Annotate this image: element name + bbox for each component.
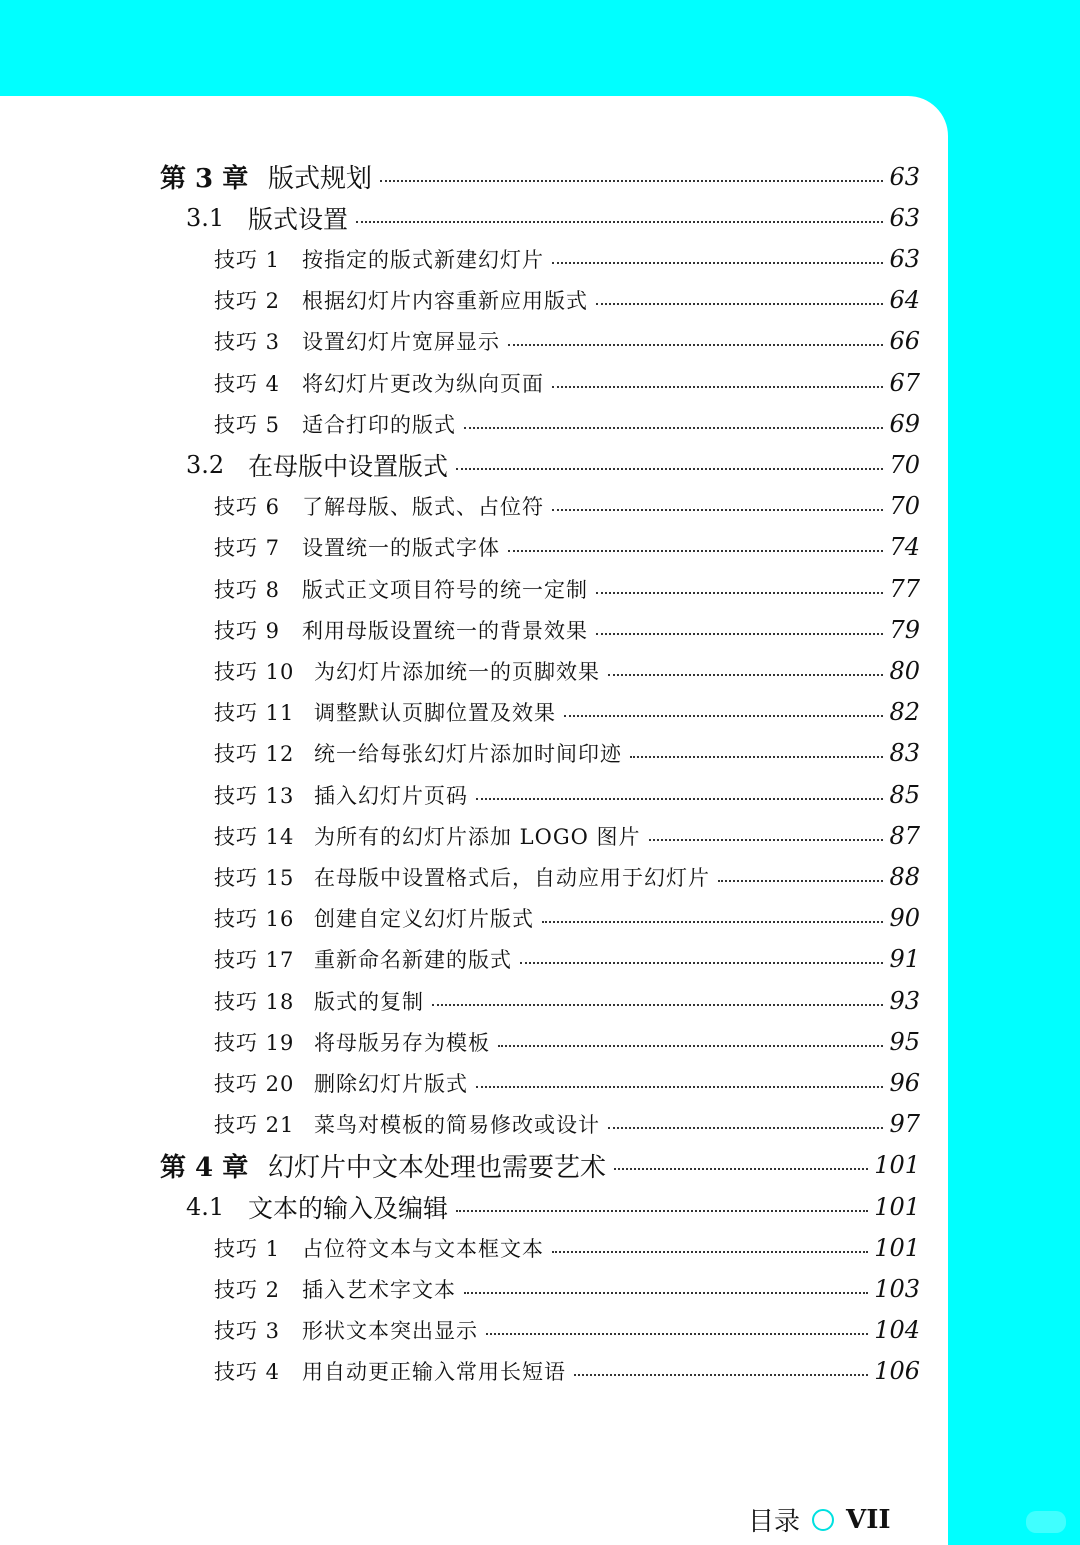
chapter-title: 版式规划 (268, 164, 373, 194)
tip-entry (214, 568, 920, 609)
tip-entry (214, 650, 920, 691)
dot-leader (718, 880, 883, 882)
dot-leader (456, 468, 883, 470)
page-number: 103 (874, 1274, 920, 1303)
dot-leader (508, 550, 883, 552)
footer-label: 目录 (748, 1507, 801, 1537)
tip-entry (214, 1310, 920, 1351)
tip-entry (214, 692, 920, 733)
page-number: 93 (889, 986, 920, 1015)
footer-page-number: VII (846, 1504, 891, 1535)
section-title: 在母版中设置版式 (248, 451, 449, 481)
section-entry (186, 444, 920, 485)
tip-number: 技巧 13 (214, 783, 295, 808)
section-number: 3.1 (186, 203, 225, 232)
tip-entry (214, 898, 920, 939)
tip-title: 适合打印的版式 (302, 412, 456, 437)
tip-number: 技巧 9 (214, 618, 281, 643)
tip-number: 技巧 4 (214, 371, 281, 396)
chapter-entry (160, 156, 920, 197)
tip-entry (214, 362, 920, 403)
tip-number: 技巧 1 (214, 247, 281, 272)
tip-number: 技巧 2 (214, 289, 281, 314)
page-number: 88 (889, 862, 920, 891)
watermark-badge (1026, 1511, 1066, 1533)
page-footer (748, 1501, 891, 1538)
page-number: 70 (889, 492, 920, 521)
tip-number: 技巧 10 (214, 659, 295, 684)
page-number: 91 (889, 945, 920, 974)
tip-number: 技巧 2 (214, 1277, 281, 1302)
tip-number: 技巧 5 (214, 412, 281, 437)
tip-number: 技巧 15 (214, 865, 295, 890)
tip-number: 技巧 4 (214, 1360, 281, 1385)
dot-leader (614, 1168, 868, 1170)
tip-number: 技巧 6 (214, 495, 281, 520)
page-number: 90 (889, 904, 920, 933)
tip-number: 技巧 7 (214, 536, 281, 561)
tip-entry (214, 321, 920, 362)
tip-number: 技巧 19 (214, 1030, 295, 1055)
tip-title: 删除幻灯片版式 (314, 1071, 468, 1096)
dot-leader (498, 1045, 883, 1047)
tip-title: 调整默认页脚位置及效果 (314, 701, 556, 726)
dot-leader (464, 1292, 868, 1294)
circle-icon (812, 1509, 834, 1531)
tip-entry (214, 280, 920, 321)
tip-title: 利用母版设置统一的背景效果 (302, 618, 588, 643)
tip-entry (214, 774, 920, 815)
tip-number: 技巧 1 (214, 1236, 281, 1261)
dot-leader (356, 221, 883, 223)
page-number: 101 (874, 1192, 920, 1221)
chapter-number: 第 4 章 (160, 1152, 249, 1183)
page-number: 70 (889, 450, 920, 479)
tip-number: 技巧 18 (214, 989, 295, 1014)
page-number: 67 (889, 368, 920, 397)
tip-title: 将母版另存为模板 (314, 1030, 490, 1055)
page-number: 83 (889, 739, 920, 768)
dot-leader (552, 386, 883, 388)
page-number: 85 (889, 780, 920, 809)
chapter-number: 第 3 章 (160, 164, 249, 194)
tip-entry (214, 980, 920, 1021)
tip-number: 技巧 12 (214, 742, 295, 767)
tip-title: 占位符文本与文本框文本 (302, 1236, 544, 1261)
page-number: 104 (874, 1316, 920, 1345)
dot-leader (596, 303, 883, 305)
tip-entry (214, 609, 920, 650)
dot-leader (596, 633, 883, 635)
tip-title: 根据幻灯片内容重新应用版式 (302, 289, 588, 314)
dot-leader (432, 1004, 883, 1006)
page-number: 82 (889, 698, 920, 727)
tip-number: 技巧 20 (214, 1071, 295, 1096)
page-number: 74 (889, 533, 920, 562)
tip-entry (214, 1021, 920, 1062)
dot-leader (476, 1086, 883, 1088)
page-number: 63 (889, 162, 920, 191)
tip-title: 版式的复制 (314, 989, 424, 1014)
tip-entry (214, 238, 920, 279)
dot-leader (608, 674, 883, 676)
page-number: 106 (874, 1357, 920, 1386)
tip-number: 技巧 21 (214, 1113, 295, 1138)
tip-number: 技巧 11 (214, 701, 295, 726)
page-number: 80 (889, 656, 920, 685)
page-number: 66 (889, 327, 920, 356)
tip-entry (214, 486, 920, 527)
tip-entry (214, 939, 920, 980)
tip-number: 技巧 17 (214, 948, 295, 973)
tip-title: 重新命名新建的版式 (314, 948, 512, 973)
page-number: 101 (874, 1151, 920, 1180)
tip-number: 技巧 3 (214, 1319, 281, 1344)
page-number: 96 (889, 1068, 920, 1097)
tip-title: 插入幻灯片页码 (314, 783, 468, 808)
tip-title: 将幻灯片更改为纵向页面 (302, 371, 544, 396)
tip-title: 统一给每张幻灯片添加时间印迹 (314, 742, 622, 767)
chapter-entry (160, 1145, 920, 1186)
page-number: 69 (889, 409, 920, 438)
tip-title: 了解母版、版式、占位符 (302, 495, 544, 520)
dot-leader (552, 262, 883, 264)
dot-leader (456, 1210, 868, 1212)
tip-title: 在母版中设置格式后，自动应用于幻灯片 (314, 865, 710, 890)
dot-leader (608, 1127, 883, 1129)
tip-title: 插入艺术字文本 (302, 1277, 456, 1302)
tip-title: 为所有的幻灯片添加 LOGO 图片 (314, 824, 641, 849)
page-number: 63 (889, 203, 920, 232)
tip-entry (214, 1268, 920, 1309)
chapter-title: 幻灯片中文本处理也需要艺术 (268, 1152, 607, 1183)
page-number: 79 (889, 615, 920, 644)
dot-leader (630, 756, 883, 758)
page-number: 64 (889, 286, 920, 315)
tip-entry (214, 856, 920, 897)
dot-leader (649, 839, 884, 841)
tip-entry (214, 733, 920, 774)
dot-leader (596, 592, 883, 594)
page-number: 63 (889, 244, 920, 273)
dot-leader (508, 344, 883, 346)
tip-entry (214, 815, 920, 856)
tip-title: 形状文本突出显示 (302, 1319, 478, 1344)
dot-leader (464, 427, 883, 429)
section-entry (186, 197, 920, 238)
section-number: 3.2 (186, 450, 225, 479)
tip-number: 技巧 14 (214, 824, 295, 849)
tip-number: 技巧 16 (214, 907, 295, 932)
tip-title: 版式正文项目符号的统一定制 (302, 577, 588, 602)
page-number: 101 (874, 1233, 920, 1262)
page-number: 77 (889, 574, 920, 603)
tip-entry (214, 1062, 920, 1103)
tip-title: 为幻灯片添加统一的页脚效果 (314, 659, 600, 684)
page-number: 95 (889, 1027, 920, 1056)
dot-leader (552, 509, 883, 511)
tip-number: 技巧 8 (214, 577, 281, 602)
dot-leader (486, 1333, 868, 1335)
tip-number: 技巧 3 (214, 330, 281, 355)
tip-title: 菜鸟对模板的简易修改或设计 (314, 1113, 600, 1138)
tip-title: 创建自定义幻灯片版式 (314, 907, 534, 932)
section-title: 版式设置 (248, 204, 349, 234)
tip-entry (214, 1227, 920, 1268)
tip-entry (214, 1104, 920, 1145)
tip-title: 按指定的版式新建幻灯片 (302, 247, 544, 272)
page-number: 97 (889, 1110, 920, 1139)
dot-leader (574, 1374, 868, 1376)
page-number: 87 (889, 821, 920, 850)
section-title: 文本的输入及编辑 (248, 1193, 449, 1223)
section-number: 4.1 (186, 1192, 225, 1221)
tip-title: 设置幻灯片宽屏显示 (302, 330, 500, 355)
tip-entry (214, 1351, 920, 1392)
dot-leader (380, 180, 883, 182)
dot-leader (552, 1251, 868, 1253)
tip-entry (214, 403, 920, 444)
dot-leader (564, 715, 883, 717)
dot-leader (520, 962, 883, 964)
tip-title: 设置统一的版式字体 (302, 536, 500, 561)
section-entry (186, 1186, 920, 1227)
tip-title: 用自动更正输入常用长短语 (302, 1360, 566, 1385)
dot-leader (542, 921, 883, 923)
page-sheet (0, 96, 948, 1545)
dot-leader (476, 798, 883, 800)
tip-entry (214, 527, 920, 568)
